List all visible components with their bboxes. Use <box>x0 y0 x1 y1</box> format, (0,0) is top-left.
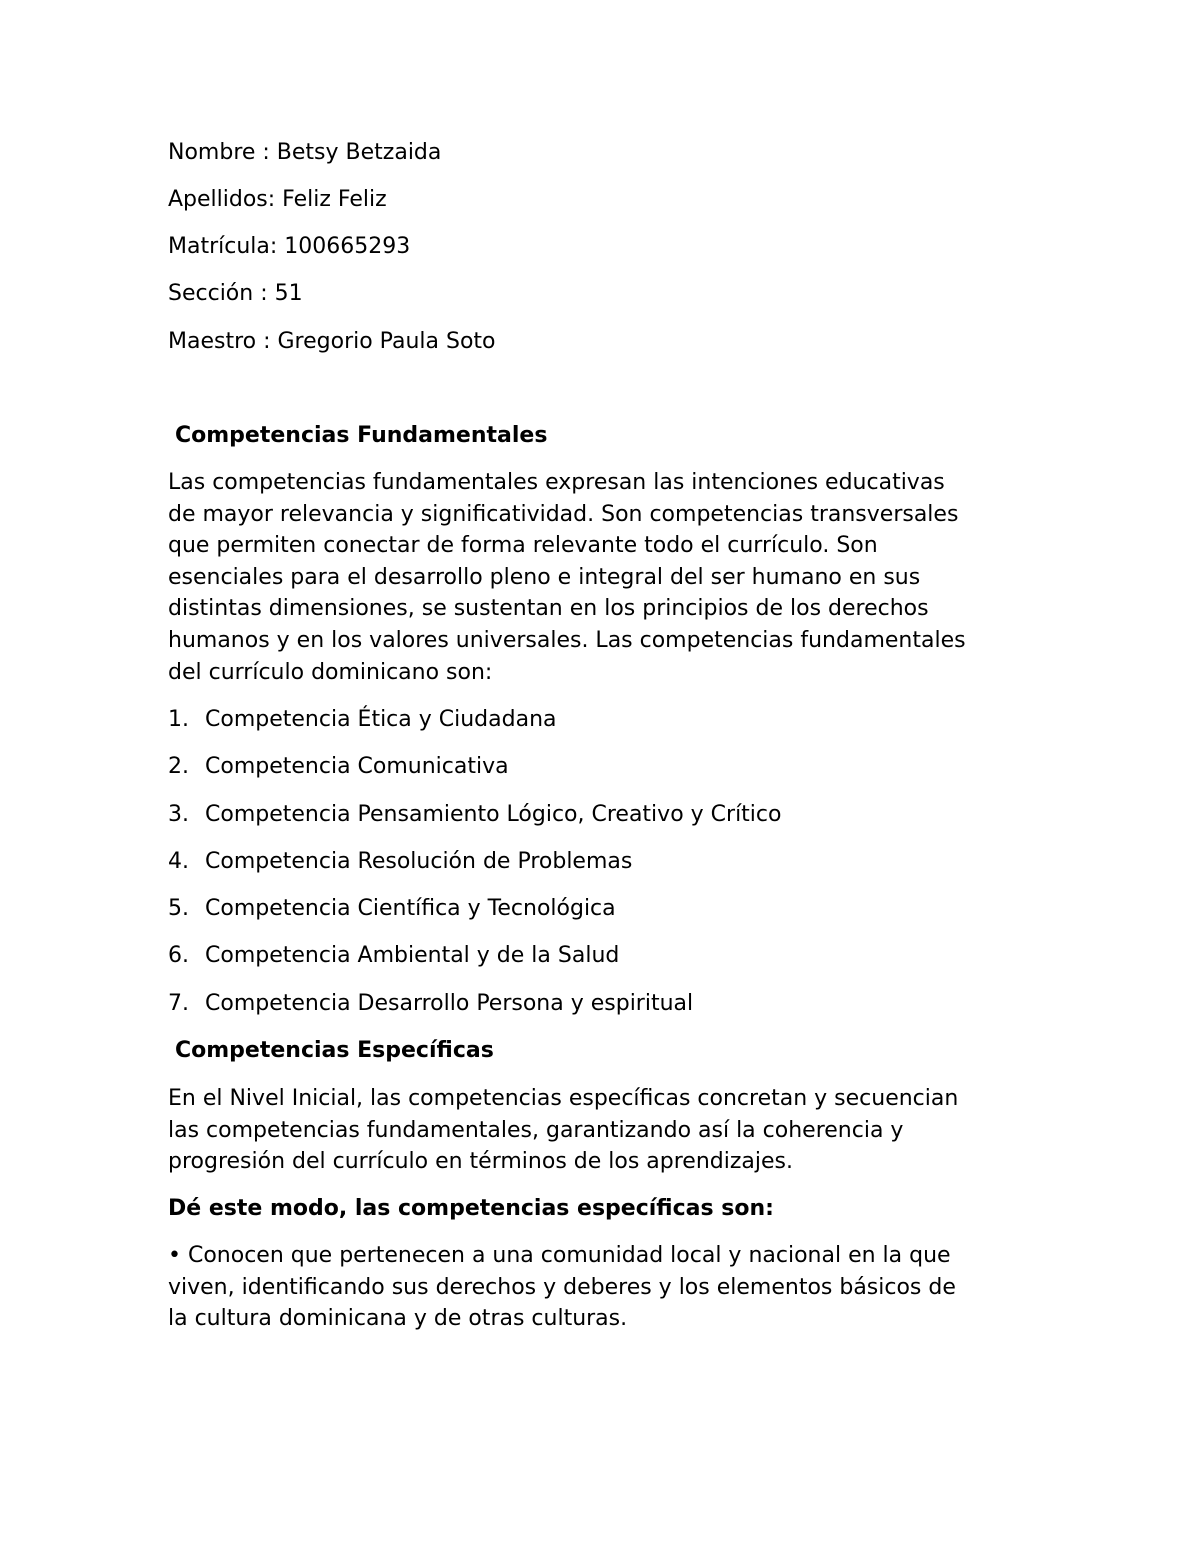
paragraph-line: las competencias fundamentales, garantizando así la coherencia y <box>168 1117 904 1143</box>
paragraph-line: progresión del currículo en términos de los aprendizajes. <box>168 1149 793 1175</box>
list-number: 5. <box>168 896 189 921</box>
bullet-line: • Conocen que pertenecen a una comunidad local y nacional en la que <box>168 1243 951 1268</box>
list-item <box>168 704 557 736</box>
list-number: 7. <box>168 991 189 1016</box>
list-number: 1. <box>168 707 189 732</box>
paragraph-line: del currículo dominicano son: <box>168 659 493 685</box>
student-surnames: Apellidos: Feliz Feliz <box>168 187 387 212</box>
list-number: 6. <box>168 943 189 968</box>
section-number: Sección : 51 <box>168 281 303 306</box>
list-item <box>168 940 619 972</box>
list-item <box>168 799 781 831</box>
paragraph-line: esenciales para el desarrollo pleno e integral del ser humano en sus <box>168 564 921 590</box>
paragraph-line: Las competencias fundamentales expresan las intenciones educativas <box>168 470 945 495</box>
list-item <box>168 988 693 1020</box>
section-title-especificas: Competencias Específicas <box>175 1038 494 1063</box>
list-number: 2. <box>168 754 189 779</box>
list-item <box>168 751 509 783</box>
paragraph-especificas <box>168 1083 1048 1178</box>
bullet-line: viven, identificando sus derechos y deberes y los elementos básicos de <box>168 1274 956 1300</box>
paragraph-line: que permiten conectar de forma relevante todo el currículo. Son <box>168 533 878 559</box>
paragraph-line: humanos y en los valores universales. Las competencias fundamentales <box>168 627 966 653</box>
bullet-paragraph <box>168 1240 1048 1335</box>
bullet-line: la cultura dominicana y de otras culturas. <box>168 1306 628 1332</box>
student-name: Nombre : Betsy Betzaida <box>168 140 442 165</box>
paragraph-line: distintas dimensiones, se sustentan en los principios de los derechos <box>168 596 929 622</box>
list-text: Competencia Resolución de Problemas <box>205 849 633 874</box>
list-number: 4. <box>168 849 189 874</box>
section-title-fundamentales: Competencias Fundamentales <box>175 423 548 448</box>
list-text: Competencia Desarrollo Persona y espiritual <box>205 991 694 1016</box>
list-number: 3. <box>168 802 189 827</box>
list-text: Competencia Científica y Tecnológica <box>205 896 616 921</box>
student-id: Matrícula: 100665293 <box>168 234 411 259</box>
paragraph-fundamentales <box>168 467 1048 688</box>
list-item <box>168 893 616 925</box>
paragraph-line: de mayor relevancia y significatividad. Son competencias transversales <box>168 501 959 527</box>
paragraph-line: En el Nivel Inicial, las competencias específicas concretan y secuencian <box>168 1086 959 1111</box>
list-text: Competencia Ambiental y de la Salud <box>205 943 620 968</box>
list-text: Competencia Comunicativa <box>205 754 509 779</box>
list-item <box>168 846 632 878</box>
list-text: Competencia Pensamiento Lógico, Creativo y Crítico <box>205 802 782 827</box>
subheading-especificas: Dé este modo, las competencias específicas son: <box>168 1196 774 1221</box>
teacher-name: Maestro : Gregorio Paula Soto <box>168 329 496 354</box>
list-text: Competencia Ética y Ciudadana <box>205 707 557 732</box>
